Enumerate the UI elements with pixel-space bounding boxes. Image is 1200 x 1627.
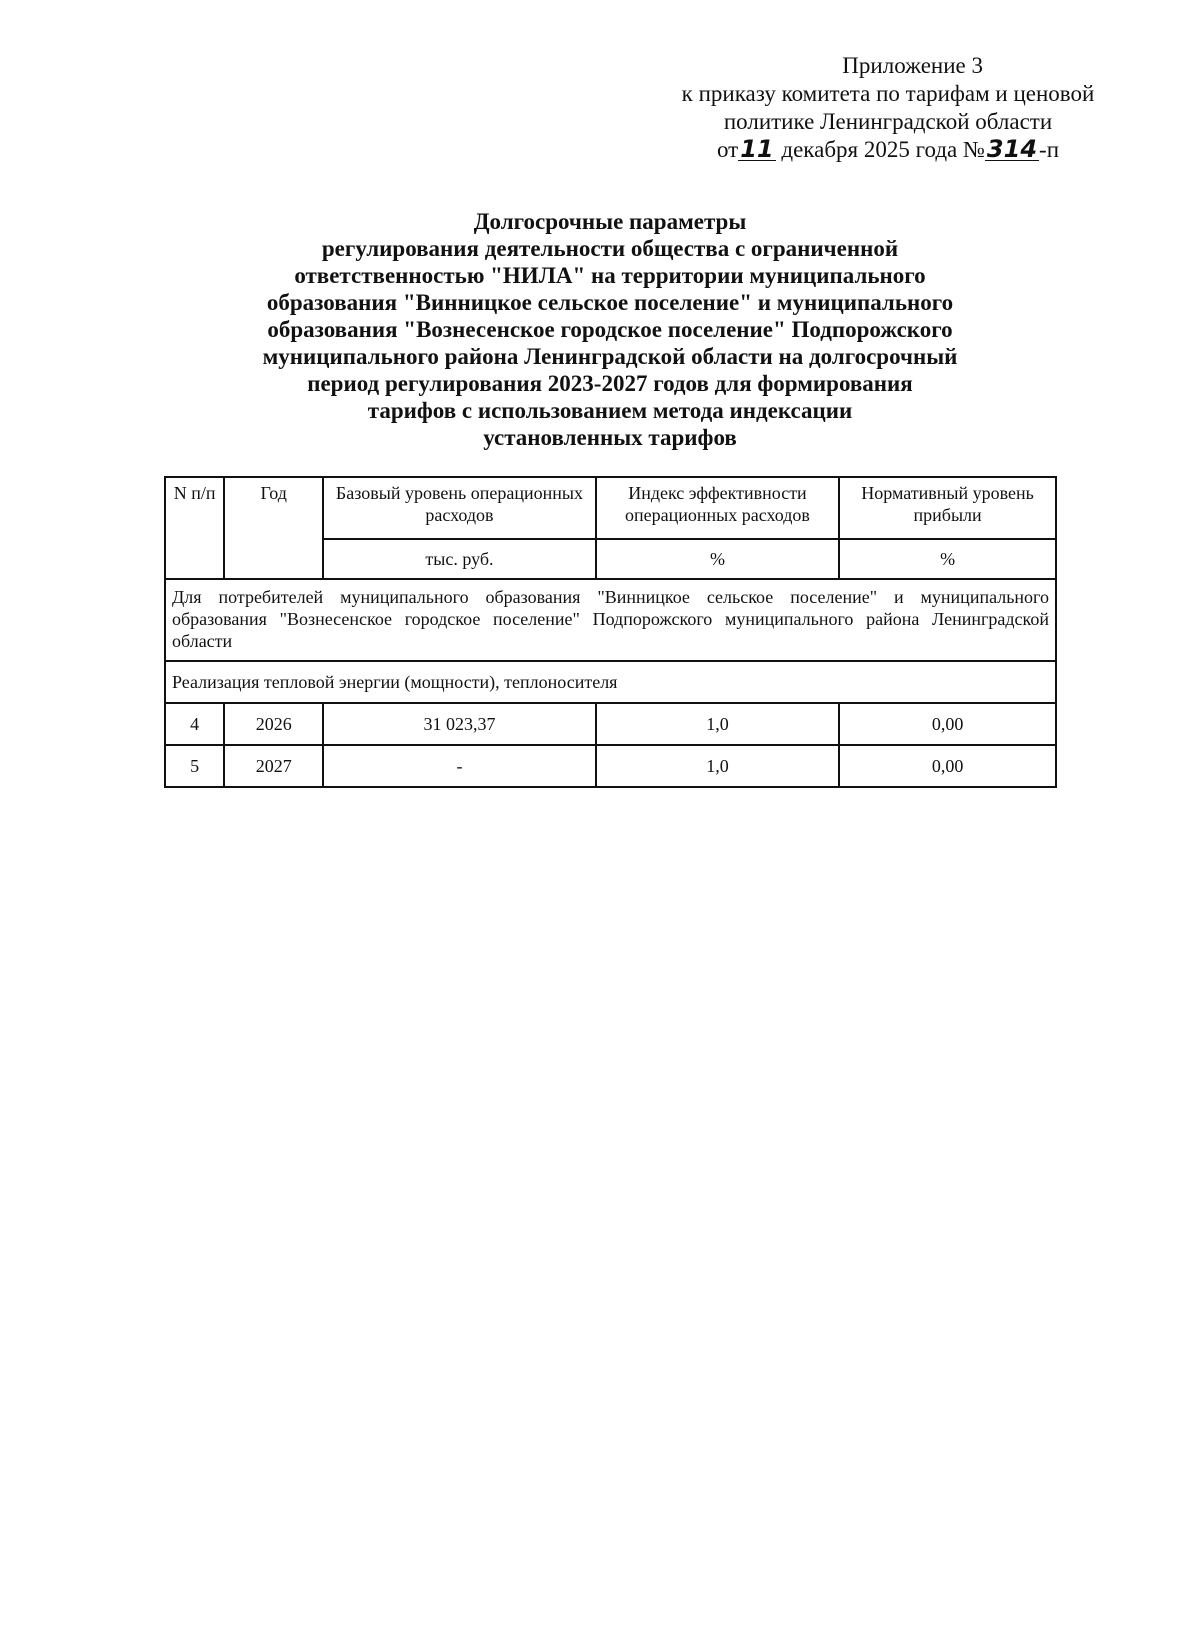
title-line: установленных тарифов	[483, 425, 737, 450]
cell-base: 31 023,37	[323, 703, 596, 745]
handwritten-order-number: 314	[986, 135, 1038, 163]
appendix-number: Приложение 3	[842, 53, 983, 78]
appendix-date-line	[658, 136, 1118, 164]
order-suffix: -п	[1039, 137, 1059, 162]
cell-year: 2026	[224, 703, 323, 745]
unit-index: %	[596, 539, 839, 579]
table-row	[165, 745, 1056, 787]
header-n: N п/п	[165, 477, 224, 579]
header-efficiency-index: Индекс эффективности операционных расходов	[596, 477, 839, 539]
cell-index: 1,0	[596, 703, 839, 745]
parameters-table	[164, 476, 1057, 788]
table-section-row	[165, 579, 1056, 661]
cell-n: 5	[165, 745, 224, 787]
cell-profit: 0,00	[839, 745, 1056, 787]
header-base-opex: Базовый уровень операционных расходов	[323, 477, 596, 539]
title-line: Долгосрочные параметры	[473, 209, 747, 234]
cell-n: 4	[165, 703, 224, 745]
header-normative-profit: Нормативный уровень прибыли	[839, 477, 1056, 539]
appendix-committee-line: политике Ленинградской области	[723, 109, 1053, 134]
title-line: муниципального района Ленинградской области на долгосрочный	[262, 344, 958, 369]
title-line: образования "Винницкое сельское поселение" и муниципального	[266, 290, 954, 315]
title-line: ответственностью "НИЛА" на территории муниципального	[294, 263, 926, 288]
unit-profit: %	[839, 539, 1056, 579]
title-line: регулирования деятельности общества с ограниченной	[321, 236, 899, 261]
title-line: тарифов с использованием метода индексации	[367, 398, 853, 423]
title-line: период регулирования 2023-2027 годов для формирования	[307, 371, 913, 396]
cell-base: -	[323, 745, 596, 787]
unit-base: тыс. руб.	[323, 539, 596, 579]
cell-profit: 0,00	[839, 703, 1056, 745]
table-row	[165, 703, 1056, 745]
date-prefix: от	[716, 137, 739, 162]
handwritten-day: 11	[740, 135, 774, 163]
table-header-row	[165, 477, 1056, 539]
title-line: образования "Вознесенское городское поселение" Подпорожского	[267, 317, 953, 342]
document-title	[225, 208, 995, 451]
appendix-header	[658, 52, 1118, 164]
cell-index: 1,0	[596, 745, 839, 787]
date-middle: декабря 2025 года №	[781, 137, 985, 162]
section-consumers: Для потребителей муниципального образования "Винницкое сельское поселение" и муниципального образования "Вознесенское городское поселение" Подпорожского муниципального района Ленинградской области	[165, 579, 1056, 661]
cell-year: 2027	[224, 745, 323, 787]
appendix-order-line: к приказу комитета по тарифам и ценовой	[681, 81, 1095, 106]
subsection-heat: Реализация тепловой энергии (мощности), теплоносителя	[165, 661, 1056, 703]
header-year: Год	[224, 477, 323, 579]
table-subsection-row	[165, 661, 1056, 703]
